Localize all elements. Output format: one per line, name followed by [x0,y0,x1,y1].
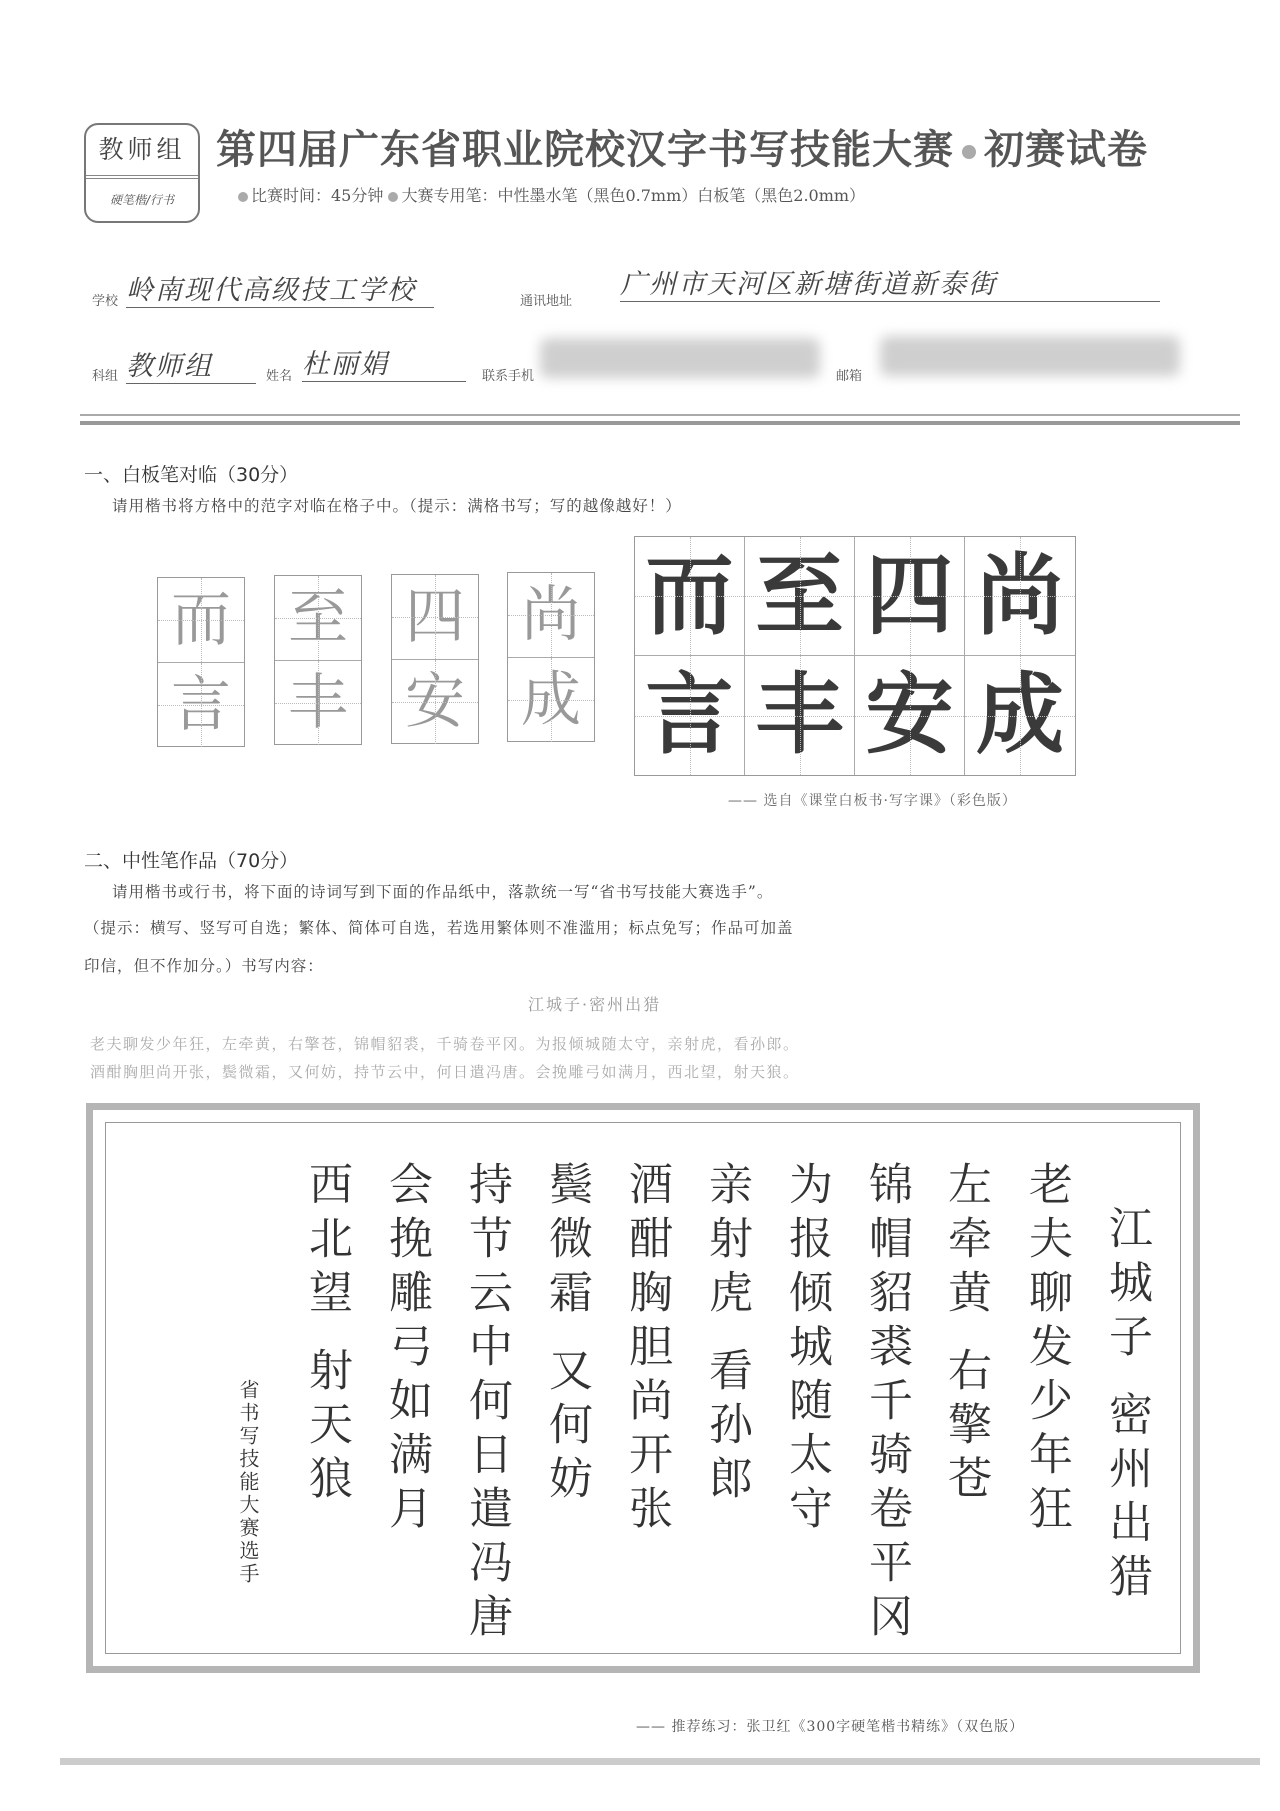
work-column: 锦帽貂裘千骑卷平冈 [861,1161,912,1647]
model-char: 尚 [965,537,1075,656]
poem-title: 江城子·密州出猎 [528,995,662,1014]
section2-instruction-3: 印信，但不作加分。）书写内容： [84,957,324,975]
address-field[interactable]: 广州市天河区新塘街道新泰街 [620,262,1160,302]
name-field[interactable]: 杜丽娟 [302,342,466,382]
copy-grid-1[interactable] [157,577,245,747]
model-char: 四 [855,537,965,656]
section2-heading: 二、中性笔作品（70分） [84,850,299,872]
section2-instruction-2: （提示：横写、竖写可自选；繁体、简体可自选，若选用繁体则不准滥用；标点免写；作品可加盖 [84,919,794,937]
work-column-title: 江城子 密州出猎 [1101,1205,1152,1607]
email-field-redacted[interactable] [880,336,1180,376]
copy-cell[interactable]: 丰 [275,661,361,745]
school-label: 学校 [92,294,119,309]
bullet-dot-icon [962,145,976,159]
copy-cell[interactable]: 而 [158,578,244,663]
poem-line-1: 老夫聊发少年狂，左牵黄，右擎苍，锦帽貂裘，千骑卷平冈。为报倾城随太守，亲射虎，看孙郎。 [90,1035,800,1053]
exam-subtitle [238,183,865,206]
work-column: 会挽雕弓如满月 [381,1161,432,1539]
copy-grid-4[interactable] [507,572,595,742]
exam-pens: 大赛专用笔：中性墨水笔（黑色0.7mm）白板笔（黑色2.0mm） [401,186,866,205]
badge-group: 教师组 [86,125,198,179]
signature-column: 省书写技能大赛选手 [236,1379,260,1586]
copy-grid-2[interactable] [274,575,362,745]
bullet-dot-icon [238,192,248,202]
model-character-grid [634,536,1076,776]
copy-cell[interactable]: 尚 [508,573,594,658]
copy-cell[interactable]: 安 [392,660,478,744]
title-suffix: 初赛试卷 [984,127,1148,173]
copy-cell[interactable]: 至 [275,576,361,661]
bullet-dot-icon [388,192,398,202]
exam-time: 比赛时间：45分钟 [251,186,384,205]
section1-instruction: 请用楷书将方格中的范字对临在格子中。（提示：满格书写；写的越像越好！） [112,497,682,515]
model-char: 成 [965,656,1075,775]
page-title [216,118,1148,175]
copy-cell[interactable]: 成 [508,658,594,742]
name-label: 姓名 [266,369,293,384]
email-label: 邮箱 [836,369,863,384]
copy-cell[interactable]: 四 [392,575,478,660]
work-column: 左牵黄 右擎苍 [940,1161,991,1509]
work-column: 亲射虎 看孙郎 [701,1161,752,1509]
poem-line-2: 酒酣胸胆尚开张，鬓微霜，又何妨，持节云中，何日遣冯唐。会挽雕弓如满月，西北望，射天狼。 [90,1063,800,1081]
copy-cell[interactable]: 言 [158,663,244,747]
work-paper[interactable] [86,1103,1200,1673]
subject-label: 科组 [92,369,119,384]
copy-grid-3[interactable] [391,574,479,744]
model-source-caption: —— 选自《课堂白板书·写字课》（彩色版） [728,793,1017,809]
phone-label: 联系手机 [482,369,535,384]
model-char: 丰 [745,656,855,775]
model-char: 至 [745,537,855,656]
phone-field-redacted[interactable] [540,338,820,378]
group-badge [84,123,200,223]
footer-divider [60,1758,1260,1765]
work-column: 为报倾城随太守 [781,1161,832,1539]
work-column: 持节云中何日遣冯唐 [461,1161,512,1647]
section2-instruction-1: 请用楷书或行书，将下面的诗词写到下面的作品纸中，落款统一写“省书写技能大赛选手”。 [112,883,774,901]
divider [80,414,1240,416]
work-column: 老夫聊发少年狂 [1021,1161,1072,1539]
school-field[interactable]: 岭南现代高级技工学校 [126,268,434,308]
recommendation-caption: —— 推荐练习：张卫红《300字硬笔楷书精练》（双色版） [636,1719,1025,1735]
address-label: 通讯地址 [520,294,573,309]
badge-style: 硬笔楷/行书 [109,193,175,207]
work-column: 酒酣胸胆尚开张 [621,1161,672,1539]
model-char: 言 [635,656,745,775]
work-column: 鬓微霜 又何妨 [541,1161,592,1509]
title-main: 第四届广东省职业院校汉字书写技能大赛 [216,127,954,173]
work-column: 西北望 射天狼 [301,1161,352,1509]
work-paper-inner[interactable] [105,1122,1181,1654]
section1-heading: 一、白板笔对临（30分） [84,464,299,486]
subject-field[interactable]: 教师组 [126,344,256,384]
model-char: 安 [855,656,965,775]
divider [80,421,1240,425]
model-char: 而 [635,537,745,656]
